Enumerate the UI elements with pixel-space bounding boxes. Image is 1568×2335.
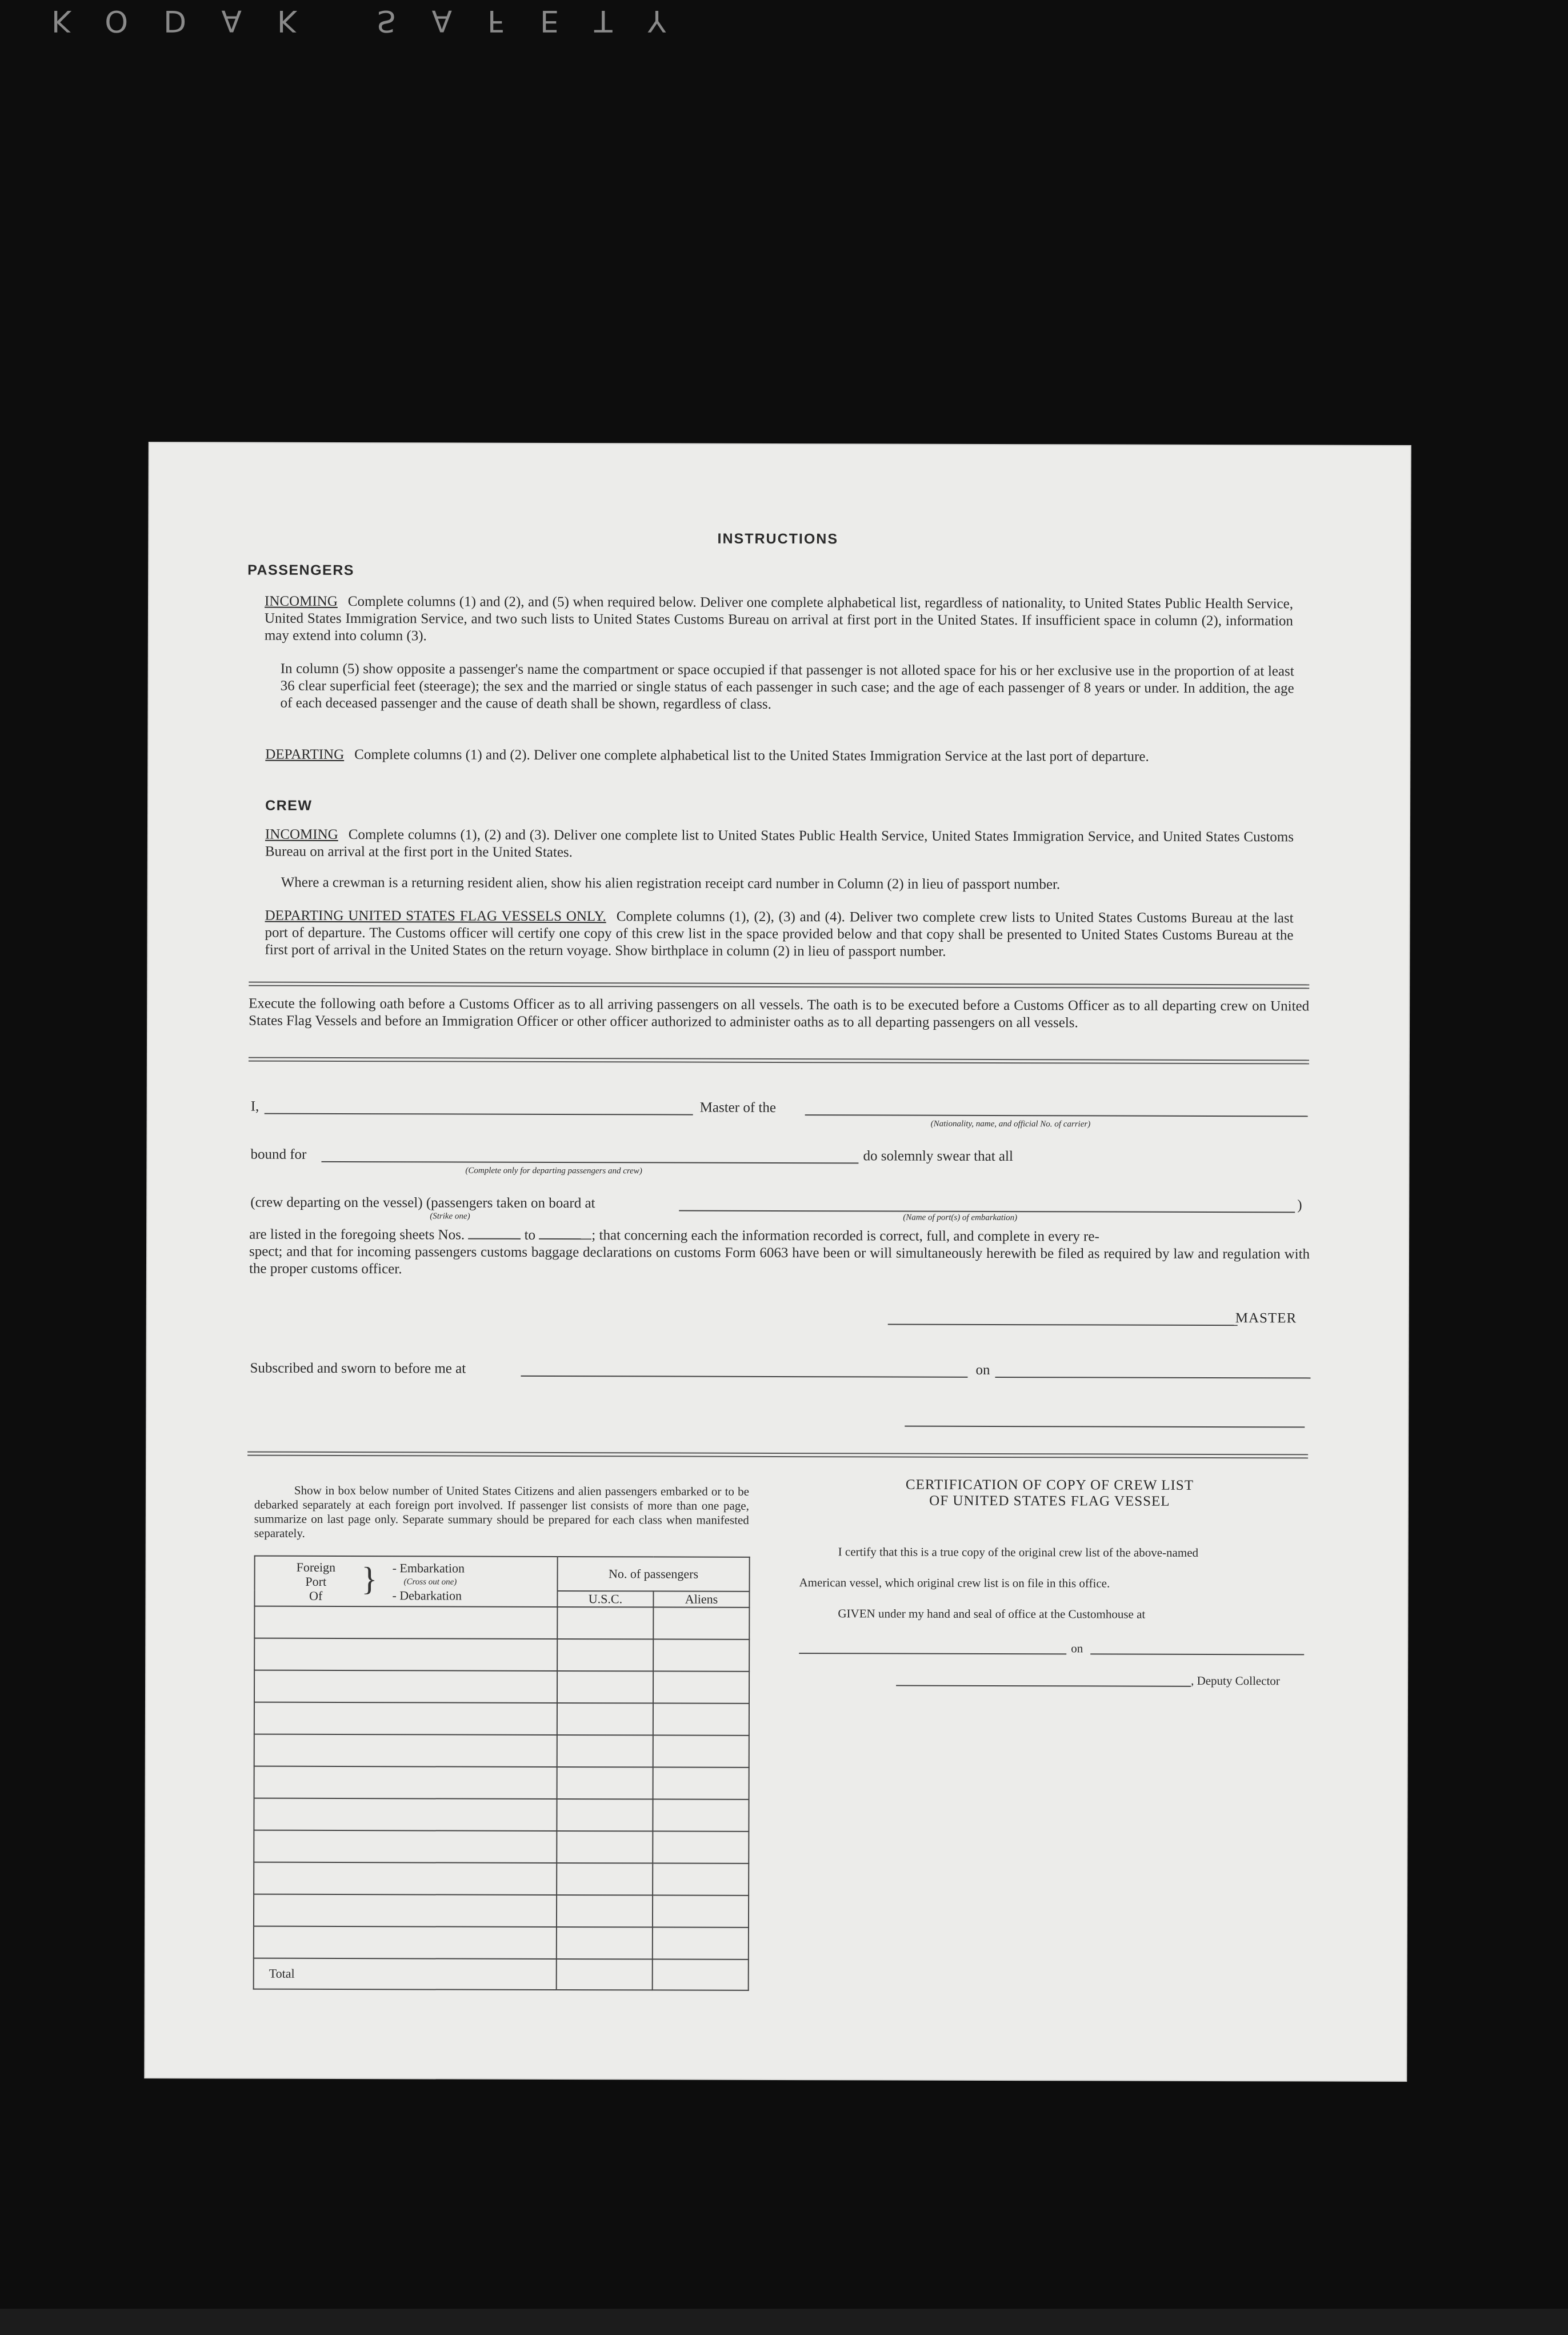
certification-date-field[interactable] [1090, 1653, 1304, 1655]
aliens-cell[interactable] [653, 1927, 749, 1959]
aliens-cell[interactable] [653, 1895, 749, 1927]
embarkation-ports-field[interactable] [679, 1210, 1295, 1213]
certification-title-line1: CERTIFICATION OF COPY OF CREW LIST [905, 1477, 1194, 1493]
passengers-count-header: No. of passengers [557, 1557, 749, 1592]
sheet-to-field[interactable] [539, 1227, 591, 1240]
cross-out-hint: (Cross out one) [403, 1577, 457, 1587]
usc-cell[interactable] [557, 1863, 653, 1895]
flag-vessels-text: Complete columns (1), (2), (3) and (4). Deliver two complete crew lists to United States Customs Bureau at the last port of departure. The Customs officer will certify one copy of this crew list in the space provided below and that copy shall be presented to United States Customs Bureau at the first port of arrival in the United States on the return voyage. Show birthplace in column (2) in lieu of passport number. [265, 909, 1294, 959]
aliens-header: Aliens [653, 1591, 749, 1607]
usc-header: U.S.C. [557, 1591, 653, 1607]
summary-intro: Show in box below number of United States Citizens and alien passengers embarked or to be debarked separately at each foreign port involved. If passenger list consists of more than one page, summarize on last page only. Separate summary should be prepared for each class when manifested separately. [254, 1483, 749, 1540]
master-of-label: Master of the [699, 1099, 777, 1115]
deputy-collector-field[interactable] [896, 1685, 1191, 1687]
port-cell[interactable] [254, 1862, 557, 1895]
film-edge-label: KODAK SAFETY [51, 3, 702, 38]
passenger-summary-table [253, 1556, 750, 1991]
aliens-cell[interactable] [653, 1799, 749, 1831]
port-cell[interactable] [254, 1670, 557, 1703]
port-cell[interactable] [254, 1766, 557, 1799]
subscribed-label: Subscribed and sworn to before me at [250, 1360, 466, 1377]
usc-cell[interactable] [557, 1735, 653, 1767]
listed-part1: are listed in the foregoing sheets Nos. [249, 1226, 465, 1243]
port-cell[interactable] [254, 1926, 557, 1959]
sworn-date-field[interactable] [995, 1377, 1310, 1378]
departing-label: DEPARTING [265, 746, 345, 763]
port-cell[interactable] [254, 1734, 557, 1767]
master-name-field[interactable] [265, 1113, 693, 1115]
listed-to: to [524, 1227, 536, 1243]
usc-cell[interactable] [557, 1607, 653, 1639]
total-aliens-cell[interactable] [653, 1959, 749, 1990]
sheet-from-field[interactable] [468, 1227, 521, 1240]
master-signature-field[interactable] [888, 1324, 1238, 1326]
port-cell[interactable] [254, 1702, 557, 1735]
crew-heading: CREW [265, 797, 313, 814]
carrier-field[interactable] [805, 1114, 1308, 1117]
deputy-collector-label: , Deputy Collector [1191, 1673, 1280, 1688]
certification-text2: American vessel, which original crew list is on file in this office. [799, 1576, 1110, 1590]
incoming-text: Complete columns (1) and (2), and (5) when required below. Deliver one complete alphabetical list, regardless of nationality, to United States Public Health Service, United States Immigration Service, and two such lists to United States Customs Bureau on arrival at first port in the United States. If insufficient space in column (2), information may extend into column (3). [264, 594, 1294, 644]
embarkation-label: - Embarkation [392, 1561, 465, 1576]
usc-cell[interactable] [557, 1639, 653, 1671]
officer-signature-field[interactable] [905, 1426, 1305, 1428]
table-row [254, 1606, 749, 1640]
table-row [254, 1734, 749, 1768]
incoming-label: INCOMING [264, 593, 338, 609]
crew-incoming-text: Complete columns (1), (2) and (3). Deliver one complete list to United States Public Health Service, United States Immigration Service, and United States Customs Bureau on arrival at the first port in the United States. [265, 827, 1294, 861]
passengers-heading: PASSENGERS [247, 562, 355, 579]
aliens-cell[interactable] [653, 1863, 749, 1895]
aliens-cell[interactable] [653, 1671, 749, 1703]
crew-incoming-paragraph [265, 826, 1294, 863]
passengers-departing-paragraph [265, 746, 1294, 766]
crew-passengers-label: (crew departing on the vessel) (passengers taken on board at [250, 1194, 595, 1212]
usc-cell[interactable] [557, 1927, 653, 1959]
usc-cell[interactable] [557, 1895, 653, 1927]
debarkation-label: - Debarkation [392, 1588, 462, 1603]
table-row [254, 1766, 749, 1800]
usc-cell[interactable] [557, 1767, 653, 1799]
aliens-cell[interactable] [653, 1767, 749, 1799]
total-usc-cell[interactable] [557, 1959, 653, 1990]
aliens-cell[interactable] [653, 1607, 749, 1639]
flag-vessels-label: DEPARTING UNITED STATES FLAG VESSELS ONLY. [265, 907, 606, 925]
aliens-cell[interactable] [653, 1703, 749, 1735]
table-row [254, 1894, 749, 1928]
carrier-hint: (Nationality, name, and official No. of carrier) [930, 1119, 1091, 1129]
aliens-cell[interactable] [653, 1735, 749, 1767]
usc-cell[interactable] [557, 1799, 653, 1831]
port-label: Port [305, 1574, 327, 1589]
port-cell[interactable] [254, 1638, 557, 1671]
bound-for-label: bound for [250, 1146, 307, 1162]
usc-cell[interactable] [557, 1703, 653, 1735]
i-label: I, [250, 1098, 259, 1114]
customhouse-field[interactable] [799, 1653, 1066, 1654]
crewman-paragraph: Where a crewman is a returning resident alien, show his alien registration receipt card number in Column (2) in lieu of passport number. [281, 874, 1061, 893]
certification-title [787, 1477, 1313, 1510]
film-edge-text [0, 0, 1568, 40]
sworn-on-label: on [975, 1362, 990, 1378]
certification-text1: I certify that this is a true copy of the original crew list of the above-named [838, 1545, 1199, 1560]
usc-cell[interactable] [557, 1831, 653, 1863]
port-hint: (Name of port(s) of embarkation) [903, 1213, 1018, 1223]
aliens-cell[interactable] [653, 1831, 749, 1863]
certification-on-label: on [1071, 1641, 1083, 1656]
listed-line [249, 1226, 1310, 1246]
table-row [254, 1798, 749, 1832]
aliens-cell[interactable] [653, 1639, 749, 1671]
departing-text: Complete columns (1) and (2). Deliver one complete alphabetical list to the United States Immigration Service at the last port of departure. [354, 747, 1149, 765]
bound-for-field[interactable] [321, 1161, 858, 1163]
sworn-place-field[interactable] [521, 1376, 967, 1378]
document-page [145, 443, 1410, 2081]
swear-label: do solemnly swear that all [863, 1148, 1013, 1165]
strike-hint: (Strike one) [430, 1212, 470, 1221]
film-bottom-strip [0, 2309, 1568, 2335]
total-label: Total [254, 1958, 557, 1990]
passengers-incoming-paragraph [265, 593, 1293, 647]
table-row [254, 1638, 749, 1672]
usc-cell[interactable] [557, 1671, 653, 1703]
port-header-cell [254, 1556, 557, 1607]
table-row [254, 1926, 749, 1960]
certification-given: GIVEN under my hand and seal of office at the Customhouse at [838, 1606, 1146, 1621]
table-row [254, 1830, 749, 1864]
port-cell[interactable] [254, 1606, 557, 1639]
brace-glyph: } [361, 1560, 378, 1598]
listed-part2: ; that concerning each the information recorded is correct, full, and complete in every re- [591, 1228, 1099, 1245]
certification-title-line2: OF UNITED STATES FLAG VESSEL [929, 1493, 1170, 1509]
oath-intro: Execute the following oath before a Customs Officer as to all arriving passengers on all vessels. The oath is to be executed before a Customs Officer as to all departing crew on United States Flag Vessels and before an Immigration Officer or other officer authorized to administer oaths as to all departing passengers on all vessels. [249, 995, 1310, 1031]
of-label: Of [309, 1588, 323, 1603]
double-rule [249, 982, 1309, 989]
close-paren: ) [1297, 1197, 1302, 1213]
double-rule [249, 1057, 1309, 1065]
column5-paragraph: In column (5) show opposite a passenger's name the compartment or space occupied if that passenger is not alloted space for his or her exclusive use in the proportion of at least 36 clear superficial feet (steerage); the sex and the married or single status of each passenger in such case; and the age of each passenger of 8 years or under. In addition, the age of each deceased passenger and the cause of death shall be shown, regardless of class. [280, 661, 1294, 712]
flag-vessels-paragraph [265, 907, 1293, 962]
bound-for-hint: (Complete only for departing passengers and crew) [465, 1166, 642, 1176]
table-row [254, 1702, 749, 1736]
port-cell[interactable] [254, 1894, 557, 1927]
instructions-title: INSTRUCTIONS [717, 530, 839, 547]
table-row [254, 1670, 749, 1704]
foreign-label: Foreign [296, 1560, 336, 1574]
table-row [254, 1862, 749, 1896]
listed-rest: spect; and that for incoming passengers customs baggage declarations on customs Form 6063 have been or will simultaneously herewith be filed as required by law and regulation with the proper customs officer. [249, 1244, 1310, 1277]
double-rule [247, 1452, 1308, 1459]
crew-incoming-label: INCOMING [265, 826, 338, 842]
master-label: MASTER [1235, 1310, 1297, 1326]
port-cell[interactable] [254, 1830, 557, 1863]
port-cell[interactable] [254, 1798, 557, 1831]
